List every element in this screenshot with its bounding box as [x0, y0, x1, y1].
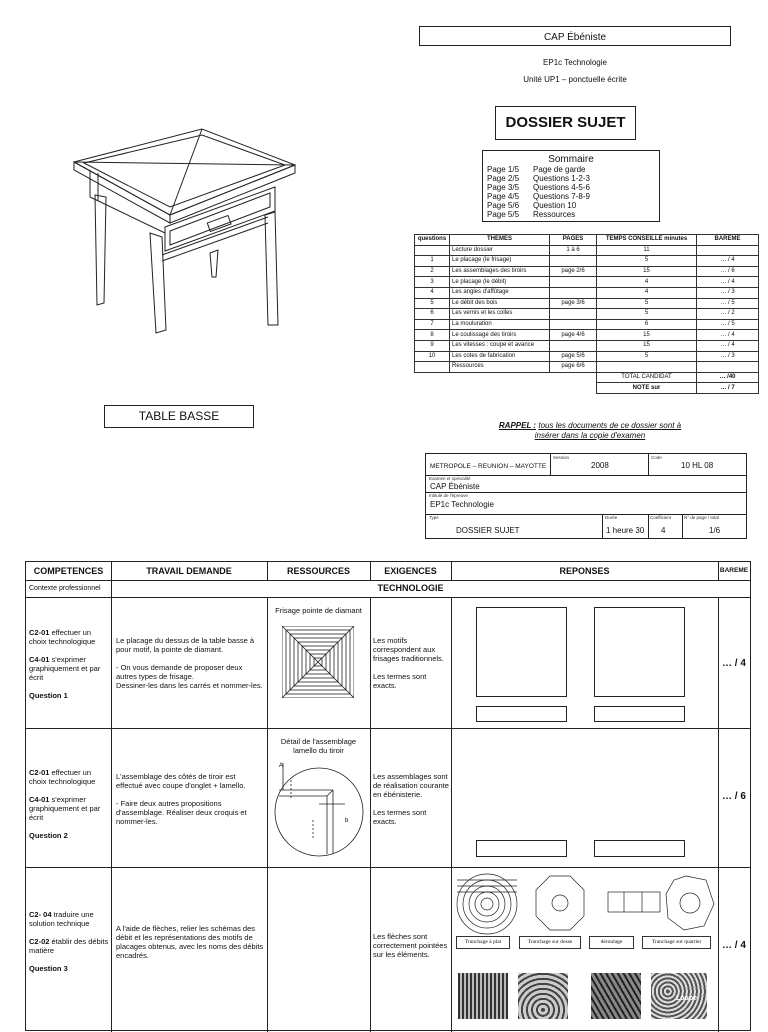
answer-name-4[interactable]: [594, 840, 685, 857]
themes-header: THEMES: [450, 235, 550, 246]
themes-cell: page 6/6: [550, 362, 597, 373]
row2-travail: [116, 772, 264, 826]
themes-cell: 5: [597, 309, 697, 320]
page-label: N° de page / total: [684, 515, 719, 520]
themes-cell: Ressources: [450, 362, 550, 373]
themes-cell: [415, 245, 450, 256]
exam-region: METROPOLE – REUNION – MAYOTTE: [430, 463, 547, 470]
sommaire-page: Page 5/5: [487, 210, 520, 219]
themes-cell: Les cotes de fabrication: [450, 351, 550, 362]
themes-cell: 5: [597, 298, 697, 309]
duree-label: Durée: [605, 515, 618, 520]
sommaire-list: [487, 165, 659, 219]
themes-cell: page 2/6: [550, 266, 597, 277]
sommaire-page: Page 4/5: [487, 192, 520, 201]
row3-competences: [29, 910, 109, 973]
themes-cell: 7: [415, 319, 450, 330]
sommaire-label: Ressources: [533, 210, 576, 219]
dossier-title: DOSSIER SUJET: [505, 114, 626, 131]
themes-cell: 6: [415, 309, 450, 320]
rappel: [440, 421, 740, 441]
session-value: 2008: [591, 461, 609, 470]
rappel-text-2: insérer dans la copie d'examen: [534, 431, 646, 440]
sommaire-label: Questions 1-2-3: [533, 174, 590, 183]
themes-row: [415, 245, 759, 256]
sommaire-item: [487, 201, 659, 210]
row1-question: Question 1: [29, 691, 68, 700]
themes-cell: … / 4: [697, 340, 759, 351]
sommaire-item: [487, 192, 659, 201]
row1-comp2-code: C4-01: [29, 655, 50, 664]
themes-row: [415, 351, 759, 362]
row3-comp2: établir des débits matière: [29, 937, 109, 955]
row2-ressource-title: Détail de l'assemblage lamello du tiroir: [280, 737, 357, 755]
row1-exigence-2: Les termes sont exacts.: [373, 672, 427, 690]
debit-label: Tranchage sur dosse: [519, 936, 581, 949]
questions-grid: [25, 561, 751, 1031]
answer-name-2[interactable]: [594, 706, 685, 722]
row3-exigences: Les flèches sont correctement pointées sur les éléments.: [373, 932, 448, 959]
themes-table: [414, 234, 759, 394]
themes-cell: … / 6: [697, 266, 759, 277]
rappel-text-1: tous les documents de ce dossier sont à: [538, 421, 682, 430]
themes-total-row: [415, 372, 759, 383]
lamello-detail-drawing: [273, 760, 365, 860]
sommaire-label: Questions 7-8-9: [533, 192, 590, 201]
themes-header-row: [415, 235, 759, 246]
sommaire-item: [487, 174, 659, 183]
row1-competences: [29, 628, 109, 700]
themes-cell: [550, 256, 597, 267]
sommaire-label: Page de garde: [533, 165, 586, 174]
exam-label: Examen et spécialité: [429, 476, 471, 481]
coef-value: 4: [661, 526, 666, 535]
row1-travail-2: - On vous demande de proposer deux autres types de frisage.: [116, 663, 243, 681]
themes-cell: 10: [415, 351, 450, 362]
themes-cell: [550, 309, 597, 320]
row3-comp1-code: C2- 04: [29, 910, 52, 919]
debit-label: déroulage: [589, 936, 634, 949]
themes-cell: … / 4: [697, 256, 759, 267]
themes-cell: 4: [597, 277, 697, 288]
answer-name-1[interactable]: [476, 706, 567, 722]
sommaire-box: [482, 150, 660, 222]
themes-cell: … / 4: [697, 330, 759, 341]
debit-label: Tranchage à plat: [456, 936, 510, 949]
code-label: Code: [651, 455, 662, 460]
themes-row: [415, 287, 759, 298]
themes-total-value: … /40: [697, 372, 759, 383]
header-title-box: [419, 26, 731, 46]
sommaire-label: Questions 4-5-6: [533, 183, 590, 192]
themes-cell: … / 4: [697, 277, 759, 288]
duree-value: 1 heure 30: [606, 526, 645, 535]
row2-comp1: effectuer un choix technologique: [29, 768, 96, 786]
row1-score: … / 4: [722, 658, 746, 669]
themes-row: [415, 340, 759, 351]
header-subtitle-2: Unité UP1 – ponctuelle écrite: [523, 75, 627, 84]
sommaire-page: Page 3/5: [487, 183, 520, 192]
header-bareme: BAREME: [719, 567, 749, 574]
themes-cell: … / 5: [697, 298, 759, 309]
sommaire-page: Page 2/5: [487, 174, 520, 183]
themes-cell: Les assemblages des tiroirs: [450, 266, 550, 277]
themes-cell: 5: [597, 351, 697, 362]
themes-cell: … / 5: [697, 319, 759, 330]
row3-question: Question 3: [29, 964, 68, 973]
type-label: Type: [429, 515, 439, 520]
sommaire-label: Question 10: [533, 201, 577, 210]
themes-header: PAGES: [550, 235, 597, 246]
themes-cell: 3: [415, 277, 450, 288]
sommaire-item: [487, 210, 659, 219]
row1-exigence-1: Les motifs correspondent aux frisages traditionnels.: [373, 636, 444, 663]
row2-competences: [29, 768, 109, 840]
themes-cell: 4: [415, 287, 450, 298]
themes-cell: 11: [597, 245, 697, 256]
themes-cell: 9: [415, 340, 450, 351]
diamant-pattern: [282, 626, 354, 698]
header-exigences: EXIGENCES: [384, 566, 437, 576]
row2-comp1-code: C2-01: [29, 768, 50, 777]
themes-cell: La mouluration: [450, 319, 550, 330]
session-label: Session: [553, 455, 570, 460]
themes-cell: [550, 287, 597, 298]
themes-row: [415, 309, 759, 320]
header-subtitle-1: EP1c Technologie: [543, 58, 607, 67]
row2-question: Question 2: [29, 831, 68, 840]
sample-1: [458, 973, 508, 1019]
row1-exigences: [373, 636, 449, 690]
themes-cell: 5: [415, 298, 450, 309]
debit-label: Tranchage sur quartier: [642, 936, 711, 949]
themes-cell: 8: [415, 330, 450, 341]
type-value: DOSSIER SUJET: [456, 526, 520, 535]
themes-cell: [697, 362, 759, 373]
header-travail: TRAVAIL DEMANDE: [146, 566, 232, 576]
row2-comp2-code: C4-01: [29, 795, 50, 804]
technologie-label: TECHNOLOGIE: [377, 583, 444, 593]
row2-travail-2: - Faire deux autres propositions d'assemblage. Réaliser deux croquis et nommer-les.: [116, 799, 247, 826]
exam-info-block: [425, 453, 747, 539]
themes-cell: [550, 277, 597, 288]
row1-travail: [116, 636, 264, 690]
themes-row: [415, 298, 759, 309]
row3-comp1: traduire une solution technique: [29, 910, 94, 928]
themes-cell: 1 à 6: [550, 245, 597, 256]
themes-header: BAREME: [697, 235, 759, 246]
themes-cell: 15: [597, 266, 697, 277]
themes-cell: [550, 319, 597, 330]
detail-letter-a: A: [279, 763, 284, 769]
table-basse-label: TABLE BASSE: [138, 409, 220, 423]
coef-label: Coefficient: [650, 515, 672, 520]
sample-2: [518, 973, 568, 1019]
row1-comp2: s'exprimer graphiquement et par écrit: [29, 655, 101, 682]
header-ressources: RESSOURCES: [286, 566, 350, 576]
contexte-label: Contexte professionnel: [29, 585, 101, 592]
themes-cell: [697, 245, 759, 256]
themes-cell: page 4/6: [550, 330, 597, 341]
row2-comp2: s'exprimer graphiquement et par écrit: [29, 795, 101, 822]
epreuve-label: Intitulé de l'épreuve: [429, 493, 468, 498]
row3-comp2-code: C2-02: [29, 937, 50, 946]
header-reponses: REPONSES: [559, 566, 610, 576]
answer-square-1[interactable]: [476, 607, 567, 697]
themes-total-value: … / 7: [697, 383, 759, 394]
row2-exigences: [373, 772, 449, 826]
sommaire-title: Sommaire: [548, 154, 594, 165]
epreuve-value: EP1c Technologie: [430, 500, 494, 509]
themes-cell: 2: [415, 266, 450, 277]
themes-cell: Le coulissage des tiroirs: [450, 330, 550, 341]
themes-cell: Les vitesses : coupe et avance: [450, 340, 550, 351]
exam-value: CAP Ébéniste: [430, 482, 480, 491]
themes-cell: … / 3: [697, 287, 759, 298]
themes-total-label: NOTE sur: [597, 383, 697, 394]
themes-cell: … / 2: [697, 309, 759, 320]
row1-comp1: effectuer un choix technologique: [29, 628, 96, 646]
themes-cell: Le débit des bois: [450, 298, 550, 309]
themes-header: TEMPS CONSEILLE minutes: [597, 235, 697, 246]
themes-cell: 15: [597, 340, 697, 351]
page-value: 1/6: [709, 526, 721, 535]
themes-cell: 6: [597, 319, 697, 330]
row1-travail-1: Le placage du dessus de la table basse à pour motif, la pointe de diamant.: [116, 636, 255, 654]
themes-row: [415, 256, 759, 267]
themes-row: [415, 362, 759, 373]
sample-loupe-label: Loupe: [676, 995, 697, 1002]
row3-score: … / 4: [722, 940, 746, 951]
row1-travail-3: Dessiner-les dans les carrés et nommer-les.: [116, 681, 263, 690]
answer-square-2[interactable]: [594, 607, 685, 697]
row3-travail: A l'aide de flèches, relier les schémas des débit et les représentations des motifs de placages obtenus, avec les noms des débits encadrés.: [116, 924, 264, 960]
themes-cell: 1: [415, 256, 450, 267]
themes-cell: [415, 362, 450, 373]
table-basse-label-box: [104, 405, 254, 428]
themes-cell: 15: [597, 330, 697, 341]
header-title: CAP Ébéniste: [543, 32, 607, 43]
themes-total-label: TOTAL CANDIDAT: [597, 372, 697, 383]
themes-cell: Les vernis et les colles: [450, 309, 550, 320]
header-competences: COMPETENCES: [33, 566, 104, 576]
code-value: 10 HL 08: [681, 461, 714, 470]
themes-cell: Le placage (le frisage): [450, 256, 550, 267]
row1-comp1-code: C2-01: [29, 628, 50, 637]
sommaire-page: Page 5/6: [487, 201, 520, 210]
themes-row: [415, 266, 759, 277]
themes-row: [415, 277, 759, 288]
themes-cell: Les angles d'affûtage: [450, 287, 550, 298]
dossier-title-box: [495, 106, 636, 140]
themes-cell: [597, 362, 697, 373]
sommaire-page: Page 1/5: [487, 165, 520, 174]
themes-cell: [550, 340, 597, 351]
sommaire-item: [487, 165, 659, 174]
themes-header: questions: [415, 235, 450, 246]
themes-cell: Le placage (le débit): [450, 277, 550, 288]
themes-row: [415, 319, 759, 330]
themes-cell: Lecture dossier: [450, 245, 550, 256]
row2-exigence-2: Les termes sont exacts.: [373, 808, 427, 826]
themes-cell: 5: [597, 256, 697, 267]
themes-cell: 4: [597, 287, 697, 298]
rappel-prefix: RAPPEL :: [498, 421, 537, 430]
sample-3: [591, 973, 641, 1019]
table-basse-drawing: [70, 125, 300, 355]
themes-cell: page 5/6: [550, 351, 597, 362]
themes-cell: … / 3: [697, 351, 759, 362]
sommaire-item: [487, 183, 659, 192]
row2-exigence-1: Les assemblages sont de réalisation courante en ébénisterie.: [373, 772, 449, 799]
row1-ressource-title: Frisage pointe de diamant: [275, 606, 362, 615]
themes-row: [415, 330, 759, 341]
themes-cell: page 3/6: [550, 298, 597, 309]
detail-letter-b: b: [345, 818, 349, 824]
themes-total-row: [415, 383, 759, 394]
answer-name-3[interactable]: [476, 840, 567, 857]
row2-travail-1: L'assemblage des côtés de tiroir est effectué avec coupe d'onglet + lamello.: [116, 772, 246, 790]
row2-score: … / 6: [722, 791, 746, 802]
